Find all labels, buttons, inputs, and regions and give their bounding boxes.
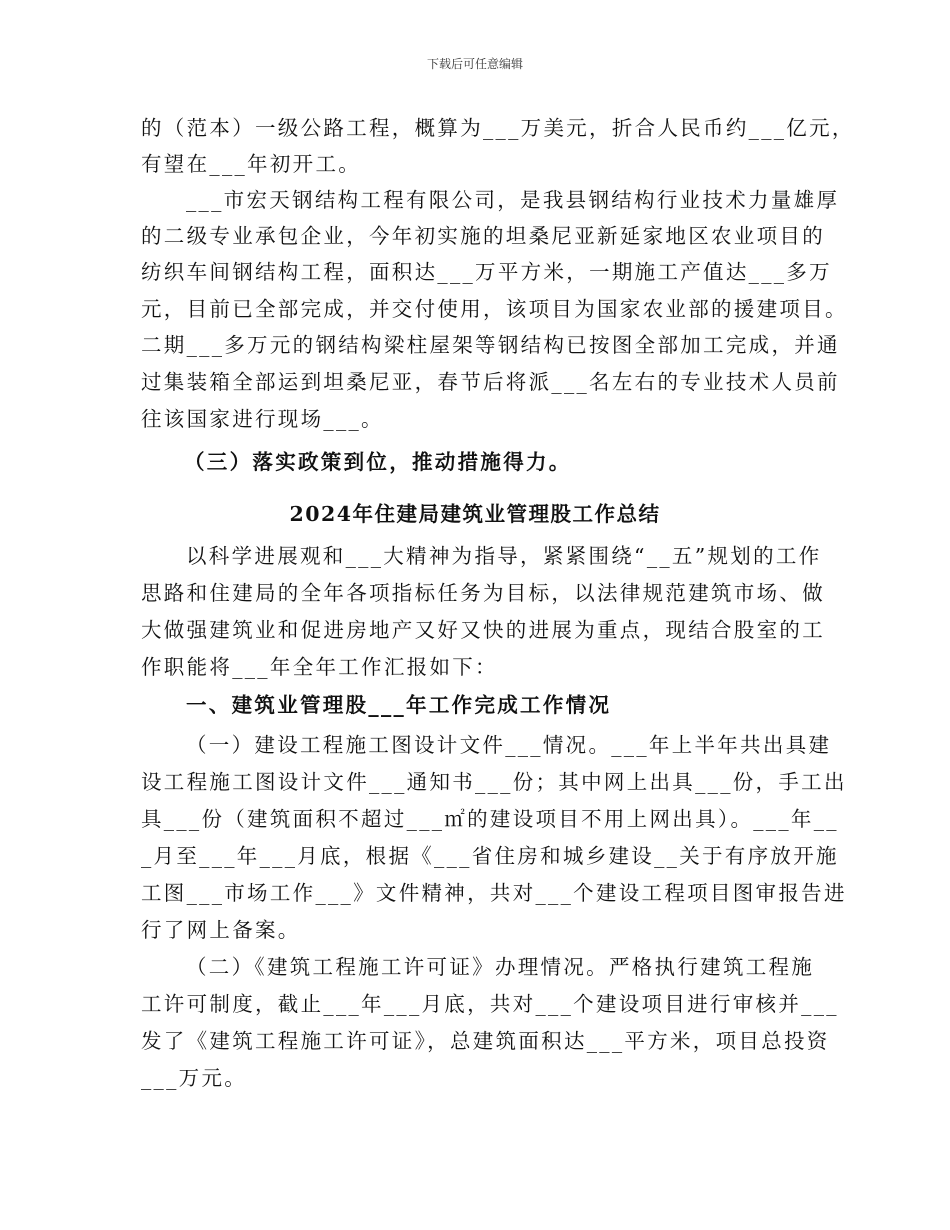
- body-line: 以科学进展观和___大精神为指导，紧紧围绕“__五”规划的工作: [186, 544, 822, 568]
- body-line: 发了《建筑工程施工许可证》，总建筑面积达___平方米，项目总投资: [141, 1029, 830, 1053]
- body-line: 作职能将___年全年工作汇报如下：: [141, 655, 498, 679]
- section-heading: 一、建筑业管理股___年工作完成工作情况: [186, 693, 612, 717]
- body-line: 具___份（建筑面积不超过___㎡的建设项目不用上网出具）。___年__: [141, 807, 839, 831]
- body-line: 的（范本）一级公路工程，概算为___万美元，折合人民币约___亿元，: [141, 116, 855, 140]
- body-line: 设工程施工图设计文件___通知书___份；其中网上出具___份，手工出: [141, 770, 847, 794]
- body-line: （二）《建筑工程施工许可证》办理情况。严格执行建筑工程施: [186, 955, 815, 979]
- body-line: ___市宏天钢结构工程有限公司，是我县钢结构行业技术力量雄厚: [186, 188, 840, 212]
- body-line: 二期___多万元的钢结构梁柱屋架等钢结构已按图全部加工完成，并通: [141, 333, 840, 357]
- body-line: 大做强建筑业和促进房地产又好又快的进展为重点，现结合股室的工: [141, 618, 825, 642]
- body-line: 行了网上备案。: [141, 918, 301, 942]
- body-line: ___万元。: [141, 1066, 248, 1090]
- document-title: 2024年住建局建筑业管理股工作总结: [289, 502, 661, 526]
- body-line: 纺织车间钢结构工程，面积达___万平方米，一期施工产值达___多万: [141, 260, 832, 284]
- body-line: （一）建设工程施工图设计文件___情况。___年上半年共出具建: [186, 733, 832, 757]
- section-heading: （三）落实政策到位，推动措施得力。: [184, 450, 572, 474]
- body-line: 思路和住建局的全年各项指标任务为目标，以法律规范建筑市场、做: [141, 581, 825, 605]
- body-line: 有望在___年初开工。: [141, 152, 362, 176]
- body-line: 元，目前已全部完成，并交付使用，该项目为国家农业部的援建项目。: [141, 297, 848, 321]
- body-line: 往该国家进行现场___。: [141, 407, 384, 431]
- body-line: 过集装箱全部运到坦桑尼亚，春节后将派___名左右的专业技术人员前: [141, 370, 840, 394]
- body-line: 工图___市场工作___》文件精神，共对___个建设工程项目图审报告进: [141, 881, 847, 905]
- body-line: _月至___年___月底，根据《___省住房和城乡建设__关于有序放开施: [141, 844, 839, 868]
- page-header: 下载后可任意编辑: [426, 57, 523, 71]
- body-line: 工许可制度，截止___年___月底，共对___个建设项目进行审核并___: [141, 992, 839, 1016]
- body-line: 的二级专业承包企业，今年初实施的坦桑尼亚新延家地区农业项目的: [141, 224, 825, 248]
